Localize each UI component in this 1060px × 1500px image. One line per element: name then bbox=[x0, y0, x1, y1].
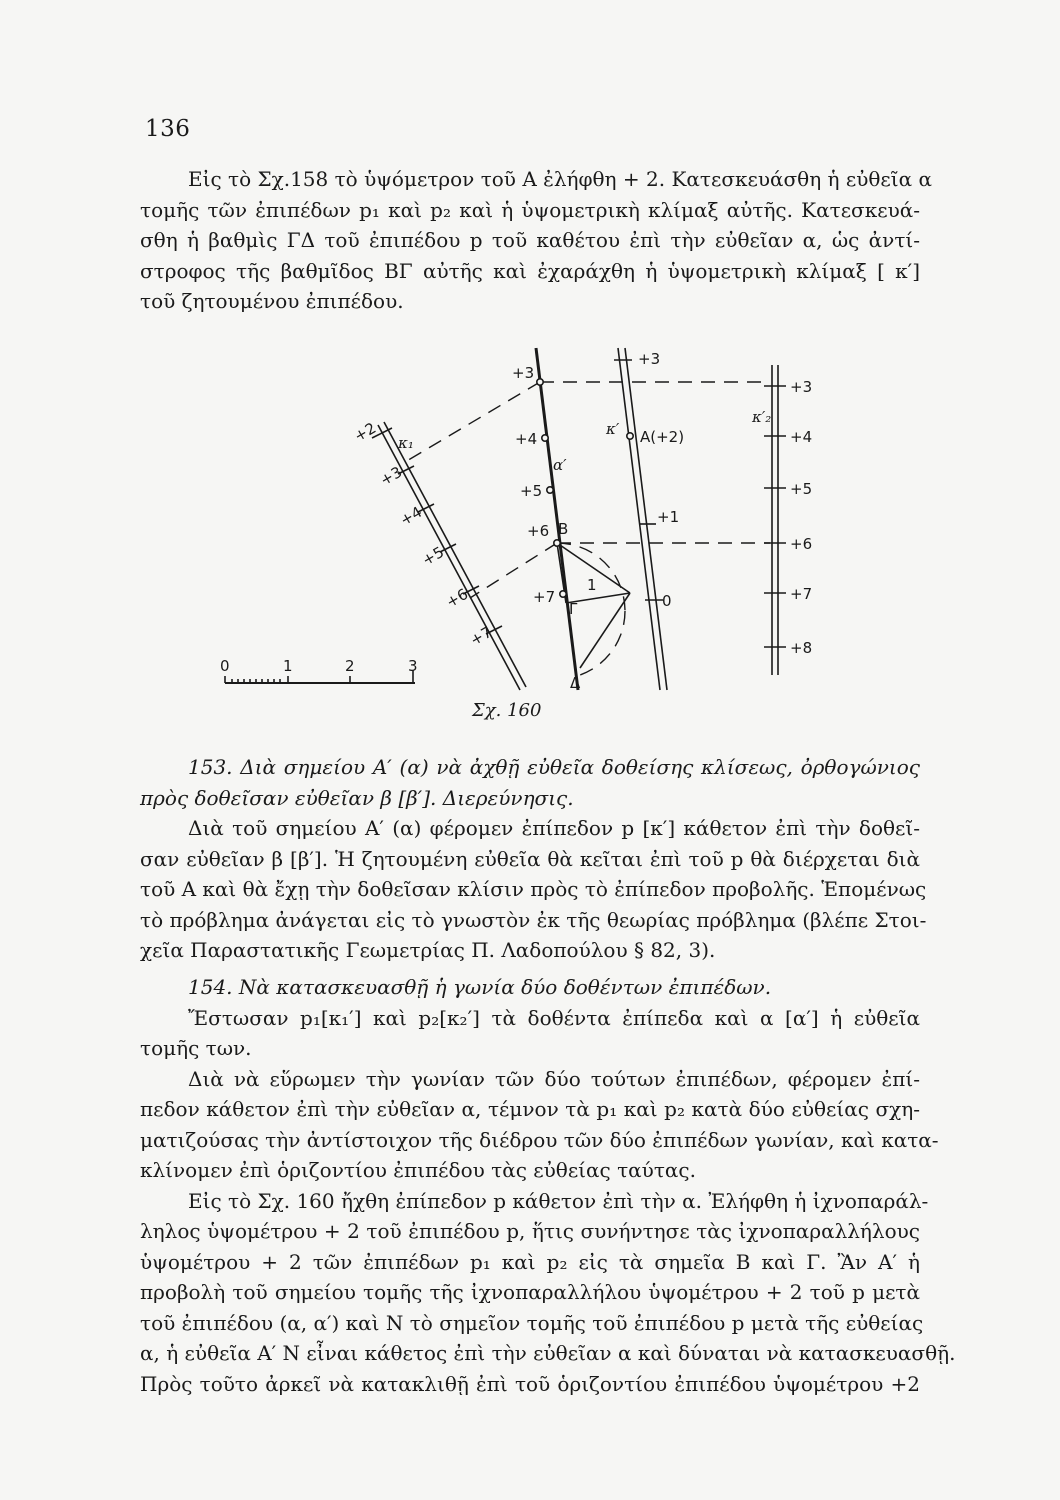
a-tick-label: +4 bbox=[515, 430, 538, 448]
k2-tick-label: +6 bbox=[790, 535, 813, 553]
k1-tick-label: +6 bbox=[443, 584, 472, 612]
k1-tick-label: +7 bbox=[467, 622, 496, 650]
a-tick-label: +7 bbox=[533, 588, 556, 606]
page-number: 136 bbox=[145, 116, 191, 142]
text-line: Διὰ νὰ εὕρωμεν τὴν γωνίαν τῶν δύο τούτων ἐπιπέδων, φέρομεν ἐπί- bbox=[188, 1066, 920, 1091]
text-line: Διὰ τοῦ σημείου Α′ (α) φέρομεν ἐπίπεδον p [κ′] κάθετον ἐπὶ τὴν δοθεῖ- bbox=[188, 816, 920, 840]
k2-tick-label: +3 bbox=[790, 378, 813, 396]
scale-label: 2 bbox=[345, 657, 355, 675]
a-tick-label: +6 bbox=[527, 522, 550, 540]
a-tick-label: +3 bbox=[512, 364, 535, 382]
text-line: κλίνομεν ἐπὶ ὁριζοντίου ἐπιπέδου τὰς εὐθείας ταύτας. bbox=[140, 1158, 696, 1182]
text-line: τομῆς των. bbox=[140, 1036, 252, 1060]
text-line: τὸ πρόβλημα ἀνάγεται εἰς τὸ γνωστὸν ἐκ τῆς θεωρίας πρόβλημα (βλέπε Στοι- bbox=[140, 907, 927, 932]
text-line: Εἰς τὸ Σχ.158 τὸ ὑψόμετρον τοῦ Α ἐλήφθη + 2. Κατεσκευάσθη ἡ εὐθεῖα α bbox=[188, 167, 933, 191]
k1-tick-label: +2 bbox=[351, 418, 380, 446]
text-line: Πρὸς τοῦτο ἀρκεῖ νὰ κατακλιθῇ ἐπὶ τοῦ ὁριζοντίου ἐπιπέδου ὑψομέτρου +2 bbox=[140, 1371, 920, 1396]
text-line: προβολὴ τοῦ σημείου τομῆς τῆς ἰχνοπαραλλήλου ὑψομέτρου + 2 τοῦ p μετὰ bbox=[140, 1280, 920, 1304]
text-line: πεδον κάθετον ἐπὶ τὴν εὐθεῖαν α, τέμνον τὰ p₁ καὶ p₂ κατὰ δύο εὐθείας σχη- bbox=[140, 1097, 920, 1121]
a-tick-label: +5 bbox=[520, 482, 543, 500]
k2-tick-label: +8 bbox=[790, 639, 813, 657]
k1-scale-line-a bbox=[378, 425, 520, 690]
mid-tick-label: +3 bbox=[638, 350, 661, 368]
text-line: ματιζούσας τὴν ἀντίστοιχον τῆς διέδρου τῶν δύο ἐπιπέδων γωνίαν, καὶ κατα- bbox=[140, 1127, 939, 1152]
scale-label: 1 bbox=[283, 657, 293, 675]
k2-tick-label: +4 bbox=[790, 428, 813, 446]
section-number: 154. bbox=[188, 975, 233, 999]
a-prime-label: α′ bbox=[553, 456, 567, 474]
point-g-label: Γ bbox=[569, 600, 578, 618]
text-line: σαν εὐθεῖαν β [β′]. Ἡ ζητουμένη εὐθεῖα θὰ κεῖται ἐπὶ τοῦ p θὰ διέρχεται διὰ bbox=[140, 846, 920, 871]
text-line: ληλος ὑψομέτρου + 2 τοῦ ἐπιπέδου p, ἥτις συνήντησε τὰς ἰχνοπαραλλήλους bbox=[140, 1219, 920, 1243]
section-153 bbox=[140, 752, 927, 966]
text-line: σθη ἡ βαθμὶς ΓΔ τοῦ ἐπιπέδου p τοῦ καθέτου ἐπὶ τὴν εὐθεῖαν α, ὡς ἀντί- bbox=[140, 228, 920, 252]
text-line: χεῖα Παραστατικῆς Γεωμετρίας Π. Λαδοπούλου § 82, 3). bbox=[140, 938, 716, 962]
text-line: τοῦ ζητουμένου ἐπιπέδου. bbox=[140, 289, 404, 313]
plus-one-label: +1 bbox=[657, 508, 680, 526]
line-a bbox=[536, 348, 578, 690]
section-heading-line: πρὸς δοθεῖσαν εὐθεῖαν β [β′]. Διερεύνησις. bbox=[140, 785, 574, 810]
figure-caption: Σχ. 160 bbox=[472, 700, 542, 721]
section-number: 153. bbox=[188, 755, 233, 779]
k1-tick-label: +5 bbox=[419, 542, 448, 570]
point-a-label: Α(+2) bbox=[640, 428, 685, 446]
text-line: τοῦ ἐπιπέδου (α, α′) καὶ Ν τὸ σημεῖον τομῆς τοῦ ἐπιπέδου p μετὰ τῆς εὐθείας bbox=[140, 1310, 924, 1335]
point-d-label: Δ bbox=[570, 674, 581, 692]
text-line: στροφος τῆς βαθμῖδος ΒΓ αὐτῆς καὶ ἐχαράχθη ἡ ὑψομετρικὴ κλίμαξ [ κ′] bbox=[140, 258, 920, 283]
section-154 bbox=[140, 972, 956, 1399]
k2-label: κ′₂ bbox=[752, 408, 772, 426]
text-line: Εἰς τὸ Σχ. 160 ἤχθη ἐπίπεδον p κάθετον ἐπὶ τὴν α. Ἐλήφθη ἡ ἰχνοπαράλ- bbox=[188, 1188, 929, 1213]
k1-scale-line-b bbox=[384, 422, 526, 687]
k1-label: κ₁ bbox=[398, 434, 414, 452]
text-line: τομῆς τῶν ἐπιπέδων p₁ καὶ p₂ καὶ ἡ ὑψομετρικὴ κλίμαξ αὐτῆς. Κατεσκευά- bbox=[140, 197, 920, 222]
k2-tick-label: +5 bbox=[790, 480, 813, 498]
heading-text: Νὰ κατασκευασθῇ ἡ γωνία δύο δοθέντων ἐπιπέδων. bbox=[238, 975, 772, 999]
section-heading bbox=[140, 752, 920, 783]
k-prime-label: κ′ bbox=[606, 420, 620, 438]
k2-tick-label: +7 bbox=[790, 585, 813, 603]
zero-label: 0 bbox=[662, 592, 672, 610]
point-b-label: Β bbox=[558, 520, 569, 538]
section-heading bbox=[140, 972, 920, 1003]
k1-tick-label: +4 bbox=[397, 502, 426, 530]
segment-one-label: 1 bbox=[587, 576, 597, 594]
heading-text: Διὰ σημείου Α′ (α) νὰ ἀχθῇ εὐθεῖα δοθείσης κλίσεως, ὀρθογώνιος bbox=[240, 755, 921, 779]
scale-label: 0 bbox=[220, 657, 230, 675]
text-line: Ἔστωσαν p₁[κ₁′] καὶ p₂[κ₂′] τὰ δοθέντα ἐπίπεδα καὶ α [α′] ἡ εὐθεῖα bbox=[188, 1005, 920, 1030]
text-line: α, ἡ εὐθεῖα Α′ Ν εἶναι κάθετος ἐπὶ τὴν εὐθεῖαν α καὶ δύναται νὰ κατασκευασθῇ. bbox=[140, 1341, 956, 1365]
mid-scale-line-a bbox=[618, 348, 660, 690]
k1-tick-label: +3 bbox=[377, 462, 406, 490]
text-line: ὑψομέτρου + 2 τῶν ἐπιπέδων p₁ καὶ p₂ εἰς τὰ σημεῖα Β καὶ Γ. Ἂν Α′ ἡ bbox=[140, 1249, 920, 1274]
text-line: τοῦ Α καὶ θὰ ἔχῃ τὴν δοθεῖσαν κλίσιν πρὸς τὸ ἐπίπεδον προβολῆς. Ἑπομένως bbox=[140, 877, 927, 901]
scale-label: 3 bbox=[408, 657, 418, 675]
